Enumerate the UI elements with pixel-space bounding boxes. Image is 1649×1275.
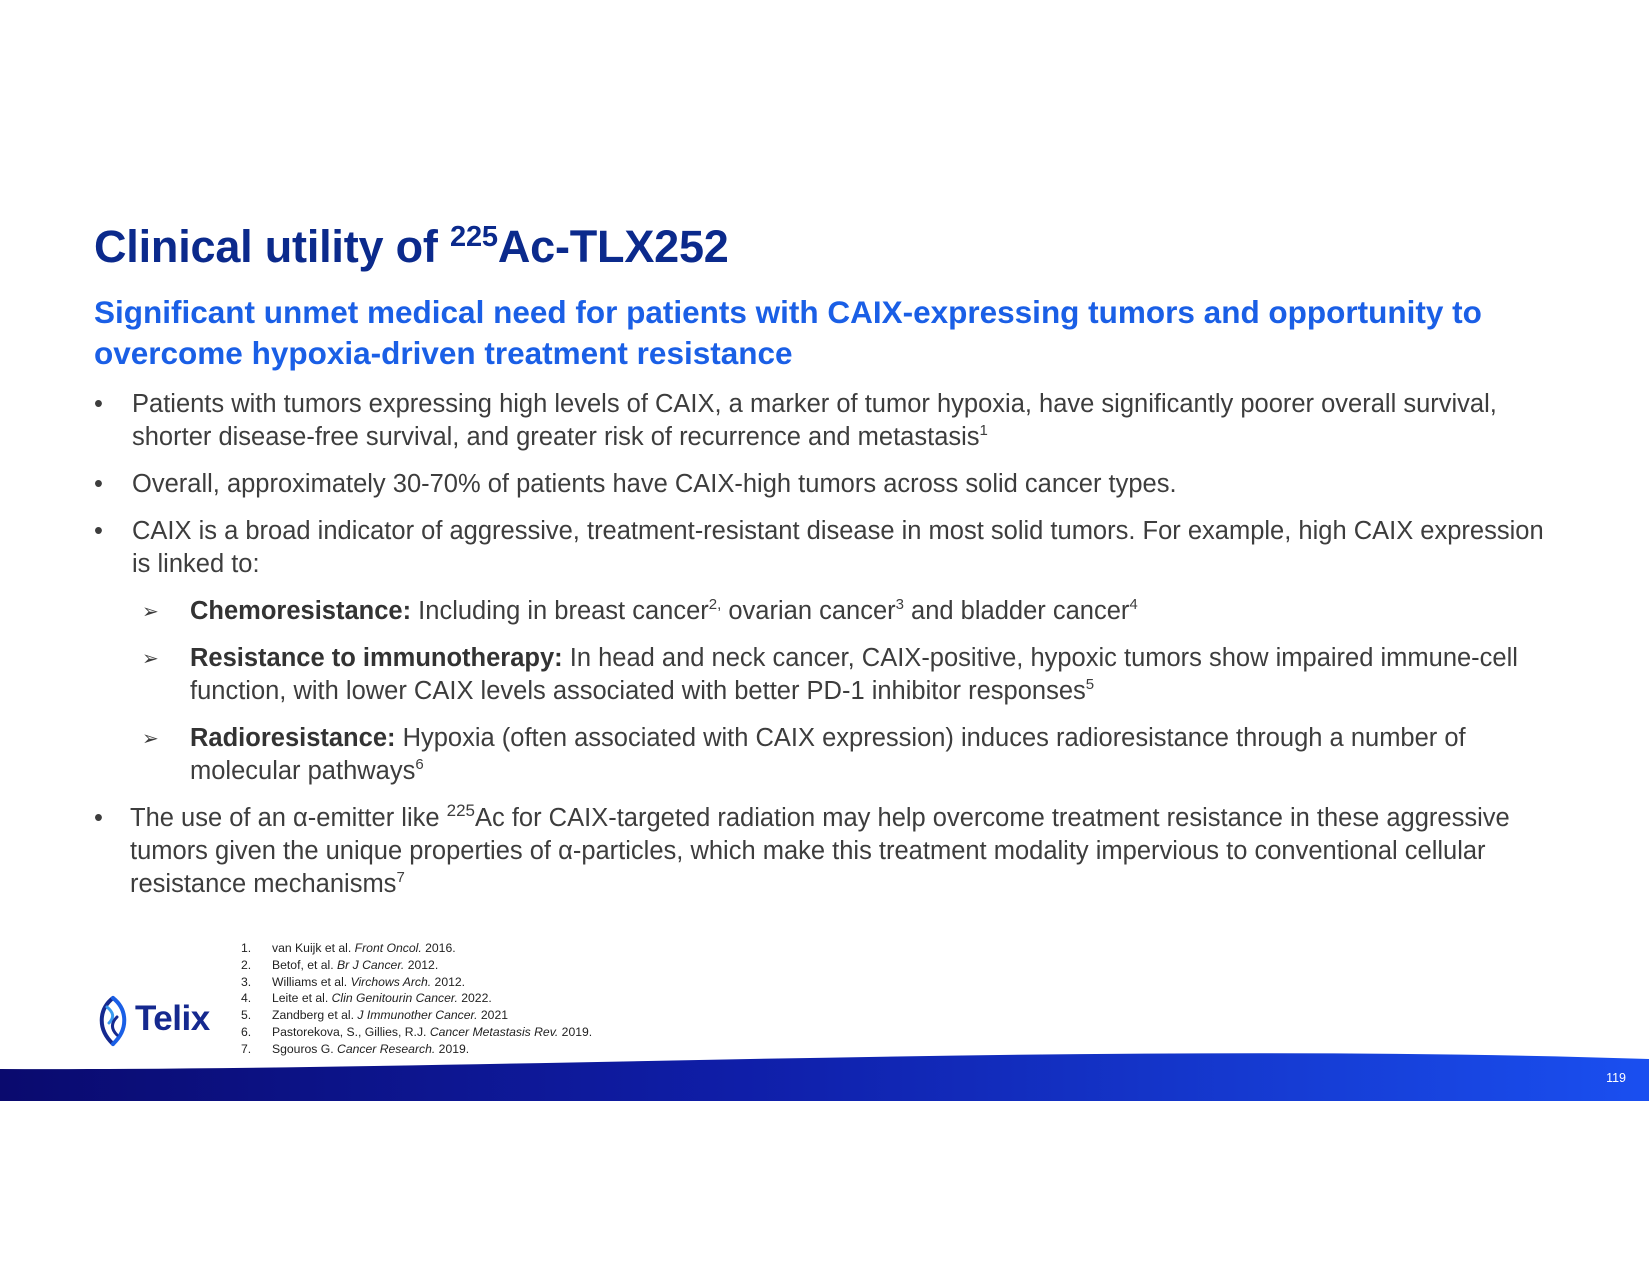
slide-title (94, 222, 729, 272)
bullet-text: The use of an α-emitter like (130, 804, 447, 832)
reference-number: 6. (241, 1024, 252, 1039)
reference-journal: Virchows Arch. (350, 974, 432, 989)
reference-item (241, 974, 592, 991)
bullet-list (94, 388, 1544, 915)
sub-bullet-radioresistance (94, 722, 1544, 788)
reference-marker: 4 (1129, 596, 1138, 613)
reference-marker: 1 (979, 422, 988, 439)
sub-bullet-label: Radioresistance: (190, 724, 396, 752)
bullet-survival (94, 388, 1544, 454)
sub-bullet-text: ovarian cancer (721, 597, 896, 625)
bullet-prevalence (94, 468, 1544, 501)
logo-wordmark: Telix (135, 999, 210, 1038)
reference-journal: J Immunother Cancer. (357, 1008, 478, 1023)
bullet-text: Patients with tumors expressing high levels of CAIX, a marker of tumor hypoxia, have significantly poorer overall survival, shorter disease-free survival, and greater risk of recurrence and metastasis (132, 390, 1497, 451)
reference-year: 2012. (404, 957, 439, 972)
reference-item (241, 957, 592, 974)
reference-marker: 6 (415, 756, 424, 773)
footer-band (0, 1035, 1649, 1101)
isotope-superscript: 225 (446, 801, 475, 820)
reference-journal: Clin Genitourin Cancer. (331, 991, 458, 1006)
bullet-marker: • (94, 390, 103, 418)
title-prefix: Clinical utility of (94, 221, 451, 272)
reference-authors: van Kuijk et al. (272, 941, 355, 955)
reference-journal: Br J Cancer. (337, 957, 405, 972)
sub-bullet-label: Chemoresistance: (190, 597, 412, 625)
reference-year: 2012. (431, 974, 466, 989)
slide-subtitle: Significant unmet medical need for patients with CAIX-expressing tumors and opportunity to overcome hypoxia-driven treatment resistance (94, 294, 1482, 371)
reference-authors: Sgouros G. (272, 1041, 338, 1056)
reference-marker: 3 (895, 596, 904, 613)
reference-authors: Leite et al. (272, 991, 332, 1006)
reference-number: 2. (241, 957, 252, 972)
reference-number: 5. (241, 1008, 252, 1023)
sub-bullet-text: Including in breast cancer (411, 597, 709, 625)
reference-item (241, 990, 592, 1007)
arrow-bullet-icon: ➢ (142, 601, 159, 623)
reference-number: 7. (241, 1041, 252, 1056)
bullet-text: CAIX is a broad indicator of aggressive, treatment-resistant disease in most solid tumors. For example, high CAIX expression is linked to: (132, 517, 1544, 578)
reference-journal: Cancer Metastasis Rev. (429, 1024, 559, 1039)
arrow-bullet-icon: ➢ (142, 728, 159, 750)
reference-marker: 7 (396, 869, 405, 886)
reference-item (241, 940, 592, 957)
title-isotope-superscript: 225 (450, 221, 498, 253)
reference-journal: Cancer Research. (337, 1041, 436, 1056)
reference-year: 2019. (558, 1024, 593, 1039)
sub-bullet-chemoresistance (94, 595, 1544, 628)
reference-year: 2021 (477, 1008, 508, 1023)
bullet-alpha-emitter (94, 802, 1544, 901)
sub-bullet-text: Hypoxia (often associated with CAIX expression) induces radioresistance through a number of molecular pathways (190, 724, 1466, 785)
sub-bullet-text: and bladder cancer (903, 597, 1130, 625)
reference-year: 2019. (435, 1041, 470, 1056)
bullet-marker: • (94, 517, 103, 545)
arrow-bullet-icon: ➢ (142, 648, 159, 670)
reference-number: 1. (241, 941, 252, 955)
reference-year: 2016. (421, 941, 456, 955)
sub-bullet-label: Resistance to immunotherapy: (190, 644, 563, 672)
page-number: 119 (1606, 1071, 1626, 1085)
bullet-text: Ac for CAIX-targeted radiation may help overcome treatment resistance in these aggressive tumors given the unique properties of α-particles, which make this treatment modality impervious to conventional cellular resistance mechanisms (130, 804, 1510, 898)
reference-journal: Front Oncol. (354, 941, 422, 955)
bullet-indicator (94, 515, 1544, 581)
sub-bullet-immunotherapy (94, 642, 1544, 708)
bullet-text: Overall, approximately 30-70% of patients have CAIX-high tumors across solid cancer types. (132, 470, 1177, 498)
reference-authors: Pastorekova, S., Gillies, R.J. (272, 1024, 430, 1039)
reference-number: 3. (241, 974, 252, 989)
title-suffix: Ac-TLX252 (497, 221, 729, 272)
sub-bullet-text: In head and neck cancer, CAIX-positive, hypoxic tumors show impaired immune-cell function, with lower CAIX levels associated with better PD-1 inhibitor responses (190, 644, 1518, 705)
bullet-marker: • (94, 470, 103, 498)
reference-marker: 2, (708, 596, 722, 613)
reference-year: 2022. (457, 991, 492, 1006)
reference-number: 4. (241, 991, 252, 1006)
bullet-marker: • (94, 804, 103, 832)
reference-authors: Betof, et al. (272, 957, 338, 972)
reference-authors: Zandberg et al. (272, 1008, 358, 1023)
reference-marker: 5 (1085, 676, 1095, 693)
reference-item (241, 1007, 592, 1024)
reference-authors: Williams et al. (272, 974, 351, 989)
